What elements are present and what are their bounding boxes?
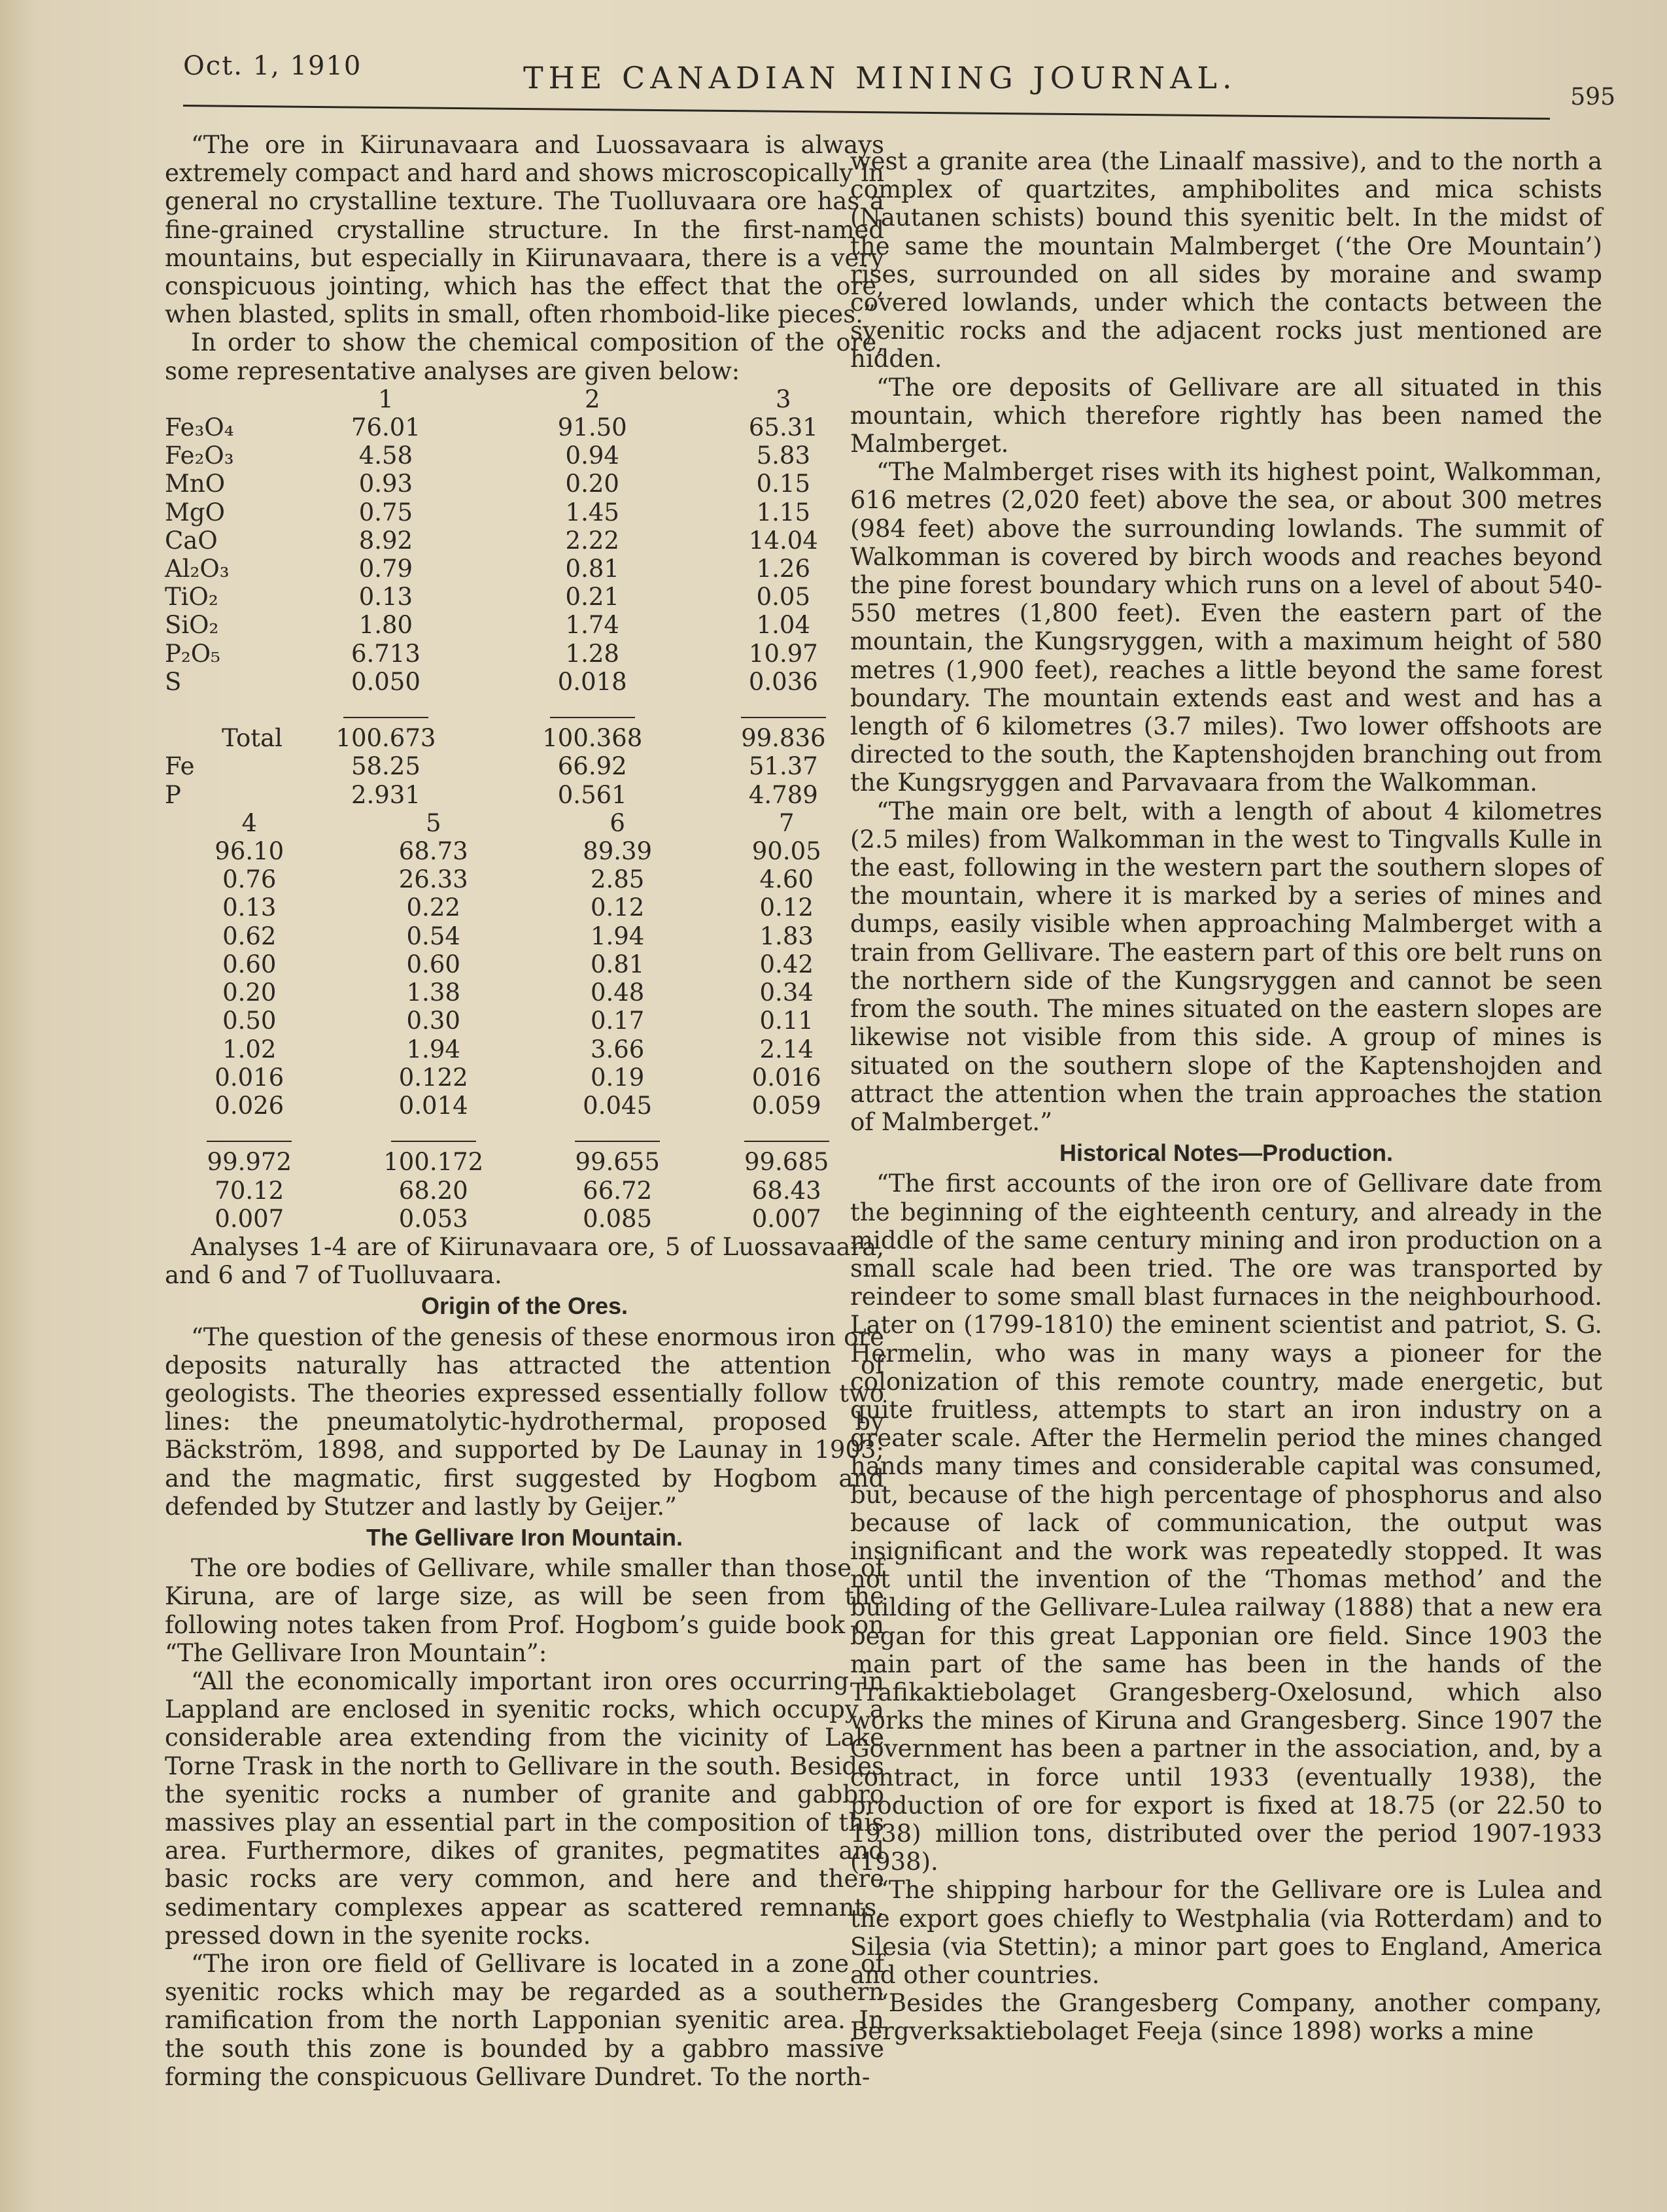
table-cell: 68.73 [398, 837, 468, 866]
row-label: SiO₂ [165, 611, 219, 640]
total-row [165, 724, 871, 752]
table-cell: 1.38 [406, 978, 460, 1007]
table-cell: 5.83 [756, 441, 811, 470]
table-row [165, 1092, 871, 1120]
table-cell: 1.45 [565, 498, 619, 527]
table-cell: 66.92 [557, 752, 627, 781]
table-row [165, 668, 871, 696]
row-label: P [165, 780, 181, 809]
table-row [165, 583, 871, 611]
issue-date: Oct. 1, 1910 [183, 51, 362, 81]
table-cell: 100.368 [542, 724, 643, 753]
table-cell: 0.13 [222, 893, 277, 922]
table-cell: 14.04 [748, 526, 818, 555]
table-cell: 0.81 [565, 555, 619, 583]
table-cell: 0.016 [215, 1063, 284, 1092]
right-column [850, 147, 1602, 2046]
table-cell: 0.50 [222, 1007, 277, 1035]
table-cell: 1.74 [565, 611, 619, 640]
table-cell: 68.43 [751, 1176, 821, 1205]
table-cell: 70.12 [215, 1176, 284, 1205]
table-row [165, 555, 871, 583]
table-cell: 91.50 [557, 413, 627, 442]
table-cell: 0.026 [215, 1091, 284, 1120]
table-row [165, 865, 871, 893]
table-cell: 8.92 [358, 526, 413, 555]
column-header: 3 [776, 385, 791, 413]
table-cell: 99.685 [744, 1148, 829, 1177]
table-cell: 89.39 [583, 837, 653, 866]
total-row [165, 1205, 871, 1233]
table-cell: 58.25 [351, 752, 421, 781]
table-cell: 26.33 [398, 865, 468, 894]
total-row [165, 752, 871, 780]
paragraph: “The Malmberget rises with its highest point, Walkomman, 616 metres (2,020 feet) above the sea, or about 300 metres (984 feet) above the surrounding lowlands. The summit of Walkomman is covered by birch woods and reaches beyond the pine forest boundary which runs on a level of about 540-550 metres (1,800 feet). Even the eastern part of the mountain, the Kungsryggen, with a maximum height of 580 metres (1,900 feet), reaches a little beyond the same forest boundary. The mountain extends east and west and has a length of 6 kilometres (3.7 miles). Two lower offshoots are directed to the south, the Kaptenshojden branching out from the Kungsryggen and Parvavaara from the Walkomman. [850, 458, 1602, 797]
row-label: MnO [165, 470, 226, 498]
analysis-table-2 [165, 809, 871, 1233]
table-cell: 0.34 [759, 978, 814, 1007]
table-cell: 0.20 [222, 978, 277, 1007]
table-cell: 100.673 [335, 724, 436, 753]
table-cell: 0.93 [358, 470, 413, 498]
row-label: P₂O₅ [165, 639, 220, 668]
table-cell: 0.75 [358, 498, 413, 527]
table-cell: 0.122 [398, 1063, 468, 1092]
table-cell: 0.54 [406, 922, 460, 950]
table-header-row [165, 385, 871, 413]
paragraph: “Besides the Grangesberg Company, another company, Bergverksaktiebolaget Feeja (since 1898) works a mine [850, 1989, 1602, 2046]
table-cell: 1.04 [756, 611, 811, 640]
table-cell: 6.713 [351, 639, 421, 668]
table-cell: 2.22 [565, 526, 619, 555]
table-cell: 1.28 [565, 639, 619, 668]
table-cell: 51.37 [748, 752, 818, 781]
section-heading: Origin of the Ores. [421, 1292, 628, 1320]
paragraph: “All the economically important iron ores occurring in Lappland are enclosed in syenitic rocks, which occupy a considerable area extending from the vicinity of Lake Torne Trask in the north to Gellivare in the south. Besides the syenitic rocks a number of granite and gabbro massives play an essential part in the composition of this area. Furthermore, dikes of granites, pegmatites and basic rocks are very common, and here and there sedimentary complexes appear as scattered remnants, pressed down in the syenite rocks. [165, 1667, 884, 1950]
table-cell: 0.76 [222, 865, 277, 894]
table-cell: 0.60 [222, 950, 277, 978]
table-cell: 99.836 [741, 724, 826, 753]
table-cell: 0.20 [565, 470, 619, 498]
table-cell: 0.48 [590, 978, 645, 1007]
table-cell: 1.15 [756, 498, 811, 527]
column-header: 4 [241, 808, 258, 837]
table-row [165, 527, 871, 555]
paragraph: “The ore in Kiirunavaara and Luossavaara is always extremely compact and hard and shows microscopically in general no crystalline texture. The Tuolluvaara ore has a fine-grained crystalline structure. In the first-named mountains, but especially in Kiirunavaara, there is a very conspicuous jointing, which has the effect that the ore, when blasted, splits in small, often rhomboid-like pieces.” [165, 131, 884, 329]
table-cell: 68.20 [398, 1176, 468, 1205]
row-label: CaO [165, 526, 218, 555]
table-cell: 0.30 [406, 1007, 460, 1035]
section-heading: The Gellivare Iron Mountain. [366, 1523, 683, 1551]
table-cell: 0.60 [406, 950, 460, 978]
table-cell: 0.007 [751, 1204, 821, 1233]
table-cell: 0.81 [590, 950, 645, 978]
table-cell: 0.018 [557, 667, 627, 696]
table-row [165, 441, 871, 470]
table-cell: 90.05 [751, 837, 821, 866]
table-cell: 1.26 [756, 555, 811, 583]
table-row [165, 413, 871, 441]
row-label: TiO₂ [165, 583, 218, 612]
table-cell: 1.02 [222, 1035, 277, 1063]
column-header: 1 [378, 385, 394, 413]
table-row [165, 893, 871, 922]
table-cell: 3.66 [590, 1035, 645, 1063]
column-header: 6 [610, 808, 625, 837]
table-cell: 0.15 [756, 470, 811, 498]
table-cell: 0.050 [351, 667, 421, 696]
table-cell: 0.42 [759, 950, 814, 978]
table-cell: 0.79 [358, 555, 413, 583]
table-cell: 0.21 [565, 583, 619, 612]
row-label: Fe₃O₄ [165, 413, 234, 442]
table-cell: 0.19 [590, 1063, 645, 1092]
total-row [165, 1177, 871, 1205]
table-cell: 1.94 [590, 922, 645, 950]
table-cell: 0.62 [222, 922, 277, 950]
row-label: Total [222, 724, 283, 753]
table-cell: 0.13 [358, 583, 413, 612]
table-row [165, 1007, 871, 1035]
table-row [165, 1035, 871, 1063]
left-column [165, 131, 884, 2091]
table-row [165, 950, 871, 978]
table-cell: 0.059 [751, 1091, 821, 1120]
paragraph: In order to show the chemical composition of the ore, some representative analyses are given below: [165, 328, 884, 385]
paragraph: “The shipping harbour for the Gellivare ore is Lulea and the export goes chiefly to Westphalia (via Rotterdam) and to Silesia (via Stettin); a minor part goes to England, America and other countries. [850, 1876, 1602, 1989]
table-cell: 1.83 [759, 922, 814, 950]
table-cell: 65.31 [748, 413, 818, 442]
table-cell: 0.085 [583, 1204, 653, 1233]
header-rule [183, 105, 1550, 120]
sum-rule-row [165, 696, 871, 724]
table-cell: 0.17 [590, 1007, 645, 1035]
table-cell: 99.655 [575, 1148, 660, 1177]
row-label: MgO [165, 498, 225, 527]
table-cell: 0.22 [406, 893, 460, 922]
table-cell: 0.036 [748, 667, 818, 696]
table-cell: 0.016 [751, 1063, 821, 1092]
table-header-row [165, 809, 871, 837]
paragraph: “The first accounts of the iron ore of Gellivare date from the beginning of the eighteenth century, and already in the middle of the same century mining and iron production on a small scale had been tried. The ore was transported by reindeer to some small blast furnaces in the neighbourhood. Later on (1799-1810) the eminent scientist and patriot, S. G. Hermelin, who was in many ways a pioneer for the colonization of this remote country, made energetic, but quite fruitless, attempts to start an iron industry on a greater scale. After the Hermelin period the mines changed hands many times and considerable capital was consumed, but, because of the high percentage of phosphorus and also because of lack of communication, the output was insignificant and the work was repeatedly stopped. It was not until the invention of the ‘Thomas method’ and the building of the Gellivare-Lulea railway (1888) that a new era began for this great Lapponian ore field. Since 1903 the main part of the same has been in the hands of the Trafikaktiebolaget Grangesberg-Oxelosund, which also works the mines of Kiruna and Grangesberg. Since 1907 the Government has been a partner in the association, and, by a contract, in force until 1933 (eventually 1938), the production of ore for export is fixed at 18.75 (or 22.50 to 1938) million tons, distributed over the period 1907-1933 (1938). [850, 1169, 1602, 1876]
table-cell: 0.561 [557, 780, 627, 809]
table-cell: 0.007 [215, 1204, 284, 1233]
table-row [165, 1063, 871, 1092]
table-cell: 76.01 [351, 413, 421, 442]
analysis-table-1 [165, 385, 871, 809]
table-cell: 0.12 [590, 893, 645, 922]
table-cell: 0.05 [756, 583, 811, 612]
table-row [165, 837, 871, 865]
table-row [165, 470, 871, 498]
row-label: Fe [165, 752, 195, 781]
table-row [165, 498, 871, 527]
table-cell: 0.014 [398, 1091, 468, 1120]
table-cell: 0.11 [759, 1007, 814, 1035]
column-header: 5 [425, 808, 441, 837]
paragraph: The ore bodies of Gellivare, while smaller than those of Kiruna, are of large size, as will be seen from the following notes taken from Prof. Hogbom’s guide book on “The Gellivare Iron Mountain”: [165, 1554, 884, 1667]
table-cell: 4.789 [748, 780, 818, 809]
table-cell: 0.12 [759, 893, 814, 922]
total-row [165, 1148, 871, 1176]
row-label: Al₂O₃ [165, 555, 230, 583]
row-label: Fe₂O₃ [165, 441, 234, 470]
paragraph: Analyses 1-4 are of Kiirunavaara ore, 5 of Luossavaara, and 6 and 7 of Tuolluvaara. [165, 1232, 884, 1290]
page-header [183, 46, 1615, 111]
table-cell: 2.85 [590, 865, 645, 894]
row-label: S [165, 667, 182, 696]
table-row [165, 640, 871, 668]
table-cell: 100.172 [383, 1148, 484, 1177]
paragraph: “The main ore belt, with a length of about 4 kilometres (2.5 miles) from Walkomman in the west to Tingvalls Kulle in the east, following in the western part the southern slopes of the mountain, where it is marked by a series of mines and dumps, easily visible when approaching Malmberget with a train from Gellivare. The eastern part of this ore belt runs on the northern side of the Kungsryggen and cannot be seen from the south. The mines situated on the eastern slopes are likewise not visible from this side. A group of mines is situated on the southern slope of the Kaptenshojden and attract the attention when the train approaches the station of Malmberget.” [850, 797, 1602, 1136]
section-heading: Historical Notes—Production. [1059, 1139, 1394, 1167]
paragraph: “The iron ore field of Gellivare is located in a zone of syenitic rocks which may be regarded as a southern ramification from the north Lapponian syenitic area. In the south this zone is bounded by a gabbro massive forming the conspicuous Gellivare Dundret. To the north- [165, 1950, 884, 2091]
total-row [165, 781, 871, 809]
table-cell: 1.80 [358, 611, 413, 640]
table-row [165, 978, 871, 1007]
column-header: 2 [584, 385, 600, 413]
table-cell: 66.72 [583, 1176, 653, 1205]
table-cell: 0.94 [565, 441, 619, 470]
journal-title: THE CANADIAN MINING JOURNAL. [523, 60, 1237, 95]
paragraph: “The ore deposits of Gellivare are all situated in this mountain, which therefore rightly has been named the Malmberget. [850, 373, 1602, 458]
paragraph: “The question of the genesis of these enormous iron ore deposits naturally has attracted the attention of geologists. The theories expressed essentially follow two lines: the pneumatolytic-hydrothermal, proposed by Bäckström, 1898, and supported by De Launay in 1903; and the magmatic, first suggested by Hogbom and defended by Stutzer and lastly by Geijer.” [165, 1322, 884, 1521]
column-header: 7 [778, 808, 795, 837]
table-cell: 10.97 [748, 639, 818, 668]
table-cell: 4.58 [358, 441, 413, 470]
table-cell: 2.14 [759, 1035, 814, 1063]
table-cell: 0.045 [583, 1091, 653, 1120]
paragraph: west a granite area (the Linaalf massive), and to the north a complex of quartzites, amphibolites and mica schists (Nautanen schists) bound this syenitic belt. In the midst of the same the mountain Malmberget (‘the Ore Mountain’) rises, surrounded on all sides by moraine and swamp covered lowlands, under which the contacts between the syenitic rocks and the adjacent rocks just mentioned are hidden. [850, 147, 1602, 373]
table-cell: 4.60 [759, 865, 814, 894]
page-number: 595 [1570, 84, 1615, 111]
table-row [165, 922, 871, 950]
table-cell: 0.053 [398, 1204, 468, 1233]
table-cell: 96.10 [215, 837, 284, 866]
table-row [165, 611, 871, 639]
sum-rule-row [165, 1120, 871, 1148]
table-cell: 2.931 [351, 780, 421, 809]
table-cell: 99.972 [207, 1148, 292, 1177]
table-cell: 1.94 [406, 1035, 460, 1063]
